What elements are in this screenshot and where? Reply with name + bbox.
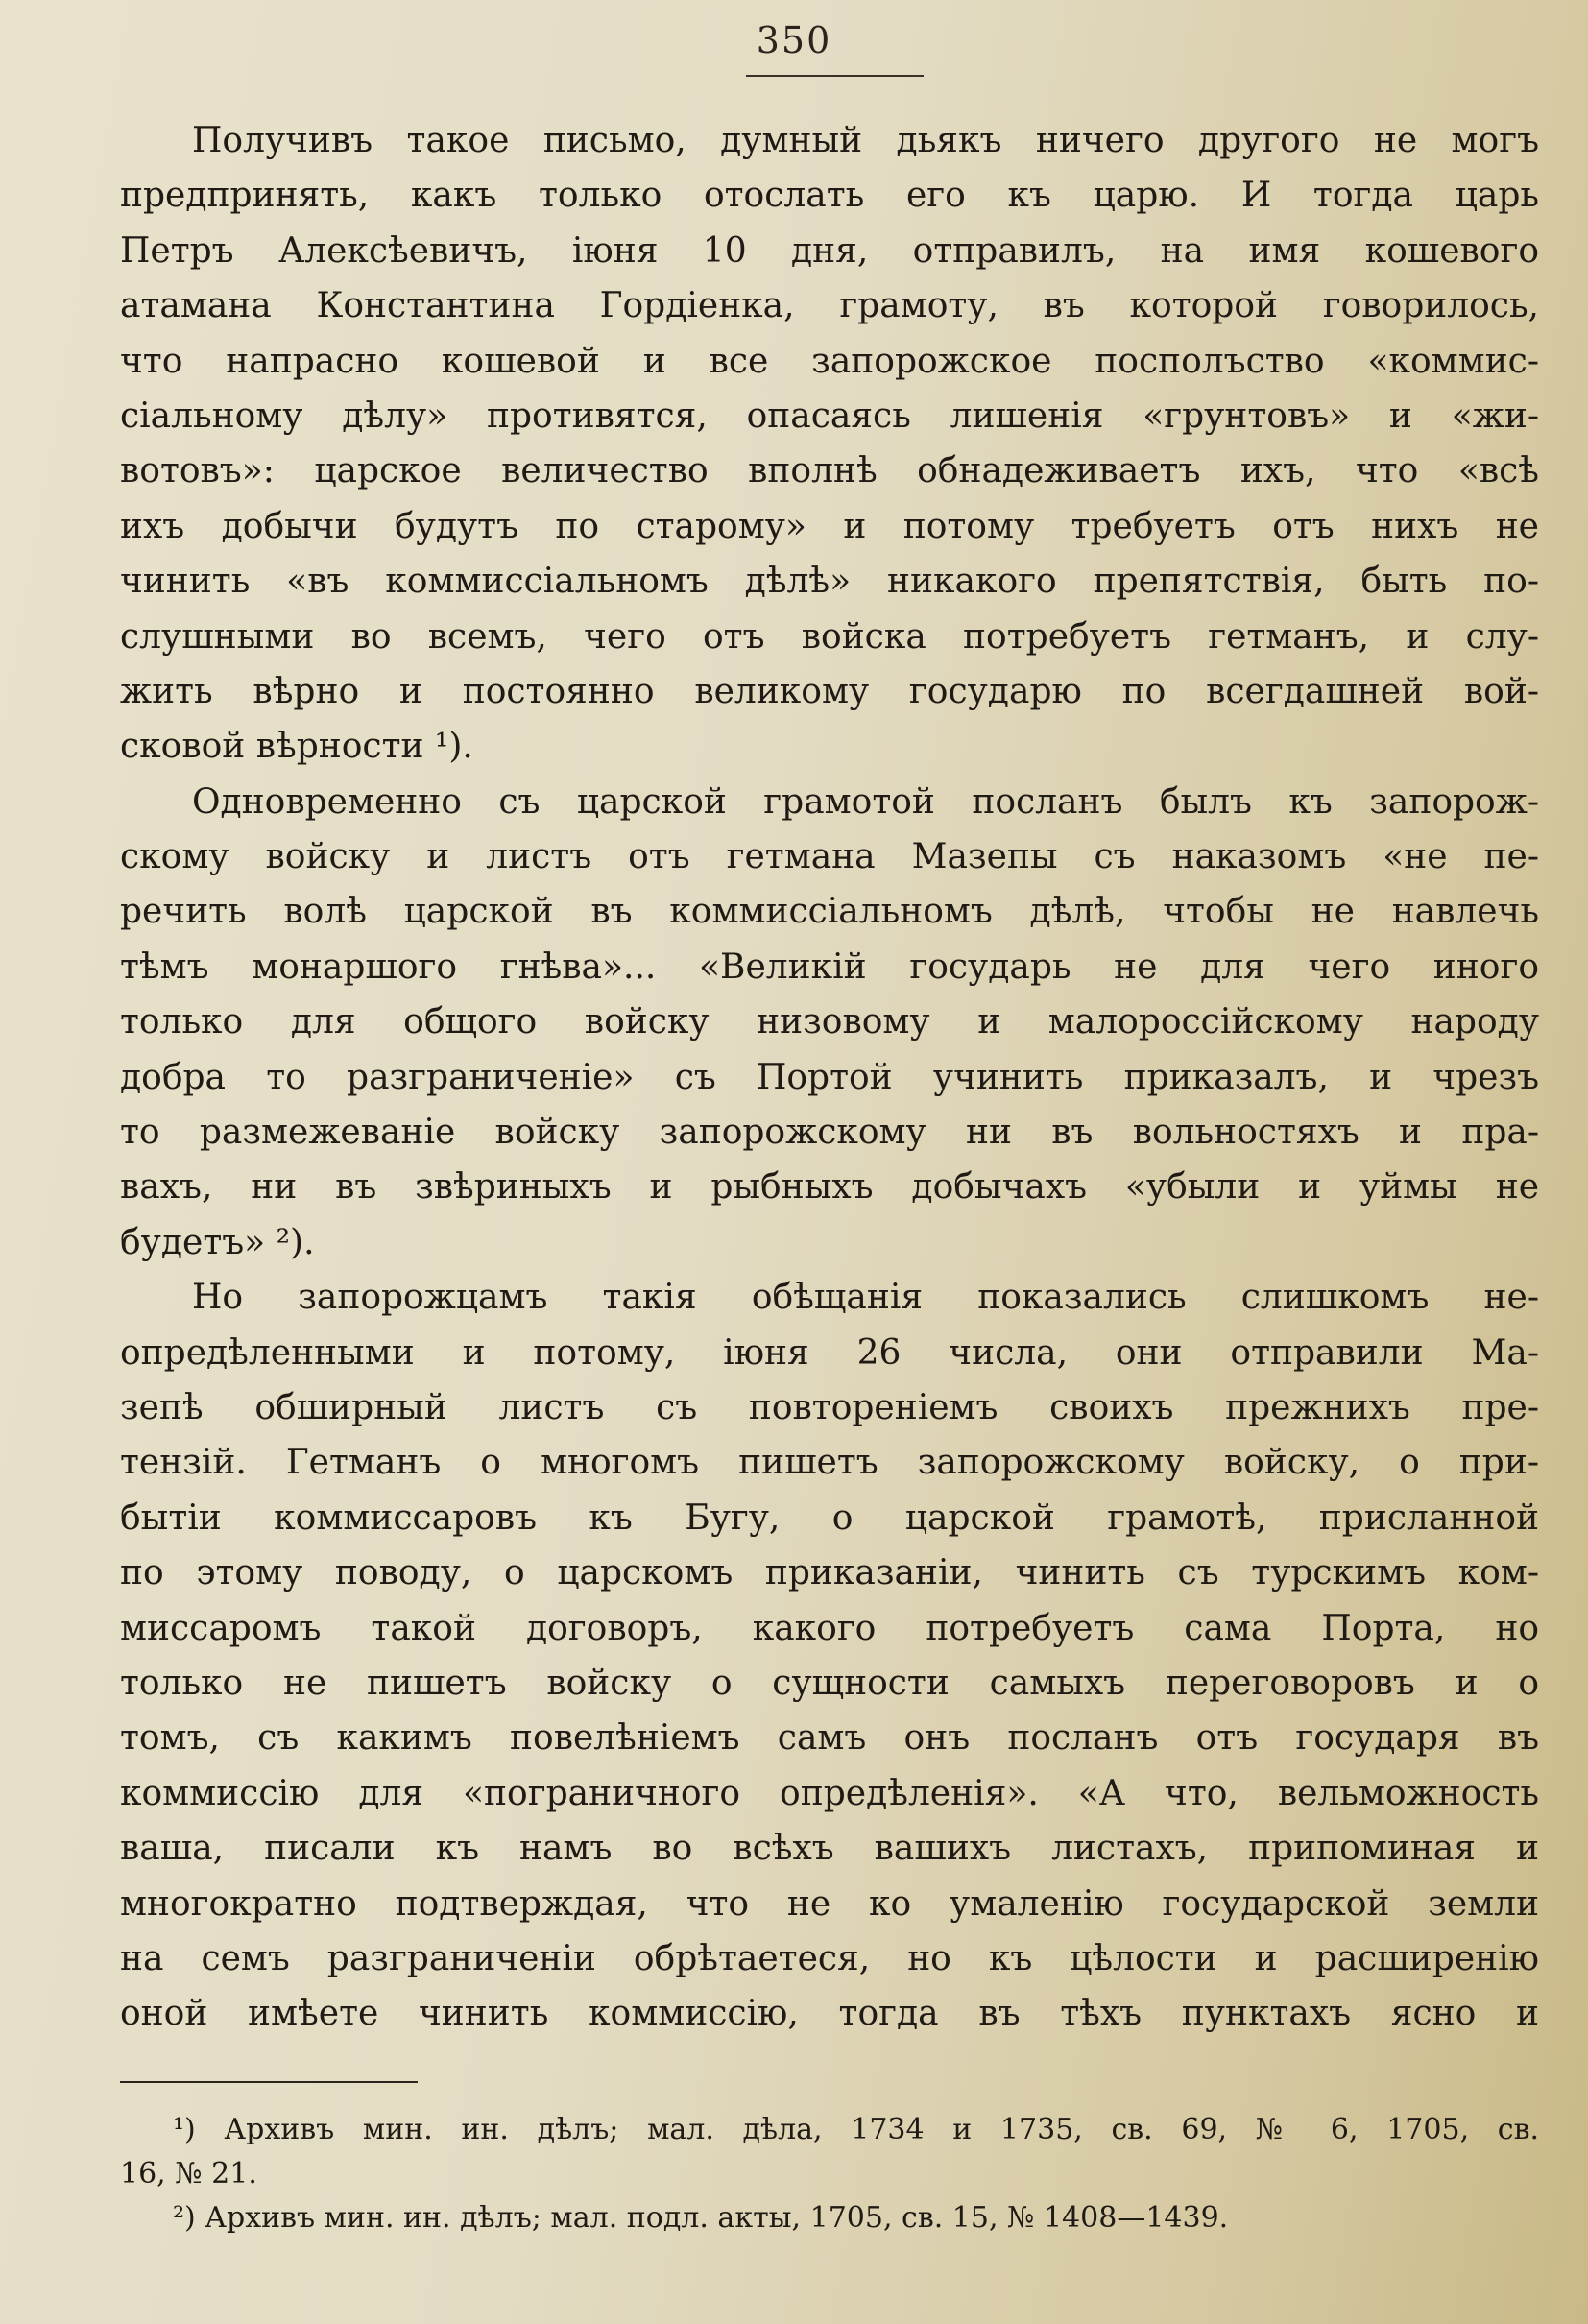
text-line: опредѣленными и потому, іюня 26 числа, они отправили Ма- <box>120 1332 1539 1373</box>
text-line: бытіи коммиссаровъ къ Бугу, о царской грамотѣ, присланной <box>120 1497 1539 1538</box>
text-line: речить волѣ царской въ коммиссіальномъ дѣлѣ, чтобы не навлечь <box>120 892 1539 932</box>
text-line: оной имѣете чинить коммиссію, тогда въ тѣхъ пунктахъ ясно и <box>120 1994 1539 2034</box>
text-line: добра то разграниченіе» съ Портой учинить приказалъ, и чрезъ <box>120 1057 1539 1097</box>
footnote-line: 16, № 21. <box>120 2157 257 2191</box>
text-line: ваша, писали къ намъ во всѣхъ вашихъ листахъ, припоминая и <box>120 1829 1539 1869</box>
text-line: сковой вѣрности ¹). <box>120 727 473 767</box>
text-line: томъ, съ какимъ повелѣніемъ самъ онъ посланъ отъ государя въ <box>120 1718 1539 1759</box>
text-line: Одновременно съ царской грамотой посланъ былъ къ запорож- <box>192 781 1539 822</box>
text-line: то размежеваніе войску запорожскому ни въ вольностяхъ и пра- <box>120 1113 1539 1153</box>
text-line: Получивъ такое письмо, думный дьякъ ничего другого не могъ <box>192 121 1539 160</box>
footnote-line: ²) Архивъ мин. ин. дѣлъ; мал. подл. акты, 1705, св. 15, № 1408—1439. <box>173 2201 1229 2235</box>
text-line: ихъ добычи будутъ по старому» и потому требуетъ отъ нихъ не <box>120 506 1539 546</box>
text-line: на семъ разграниченіи обрѣтаетеся, но къ цѣлости и расширенію <box>120 1938 1539 1978</box>
footnote-2 <box>120 2196 1539 2240</box>
text-line: многократно подтверждая, что не ко умаленію государской земли <box>120 1883 1539 1924</box>
text-line: зепѣ обширный листъ съ повтореніемъ своихъ прежнихъ пре- <box>120 1387 1539 1427</box>
text-line: вахъ, ни въ звѣриныхъ и рыбныхъ добычахъ «убыли и уймы не <box>120 1167 1539 1208</box>
text-line: коммиссію для «пограничного опредѣленія». «А что, вельможность <box>120 1773 1539 1813</box>
footnotes <box>120 2108 1539 2240</box>
text-line: скому войску и листъ отъ гетмана Мазепы съ наказомъ «не пе- <box>120 837 1539 877</box>
page-number: 350 <box>756 19 832 61</box>
paragraph-3 <box>120 1270 1539 2041</box>
text-line: жить вѣрно и постоянно великому государю по всегдашней вой- <box>120 671 1539 711</box>
text-line: чинить «въ коммиссіальномъ дѣлѣ» никакого препятствія, быть по- <box>120 562 1539 602</box>
text-line: сіальному дѣлу» противятся, опасаясь лишенія «грунтовъ» и «жи- <box>120 395 1539 436</box>
paragraph-2 <box>120 775 1539 1271</box>
text-line: по этому поводу, о царскомъ приказаніи, чинить съ турскимъ ком- <box>120 1553 1539 1593</box>
text-line: Но запорожцамъ такія обѣщанія показались слишкомъ не- <box>192 1278 1539 1318</box>
page-number-rule <box>746 75 924 77</box>
text-line: Петръ Алексѣевичъ, іюня 10 дня, отправилъ, на имя кошевого <box>120 230 1539 271</box>
text-line: будетъ» ²). <box>120 1222 315 1262</box>
text-line: атамана Константина Гордіенка, грамоту, въ которой говорилось, <box>120 286 1539 326</box>
text-line: тѣмъ монаршого гнѣва»... «Великій государь не для чего иного <box>120 946 1539 987</box>
text-line: только для общого войску низовому и малороссійскому народу <box>120 1002 1539 1042</box>
paragraph-1 <box>120 113 1539 775</box>
text-line: предпринять, какъ только отослать его къ царю. И тогда царь <box>120 176 1539 216</box>
footnote-line: ¹) Архивъ мин. ин. дѣлъ; мал. дѣла, 1734 и 1735, св. 69, № 6, 1705, св. <box>173 2113 1539 2146</box>
text-line: только не пишетъ войску о сущности самыхъ переговоровъ и о <box>120 1663 1539 1703</box>
text-line: слушными во всемъ, чего отъ войска потребуетъ гетманъ, и слу- <box>120 616 1539 657</box>
text-line: тензій. Гетманъ о многомъ пишетъ запорожскому войску, о при- <box>120 1443 1539 1483</box>
footnote-1 <box>120 2108 1539 2196</box>
footnote-rule <box>120 2081 418 2083</box>
text-line: миссаромъ такой договоръ, какого потребуетъ сама Порта, но <box>120 1608 1539 1648</box>
text-line: что напрасно кошевой и все запорожское посполъство «коммис- <box>120 341 1539 381</box>
body-text <box>120 113 1539 2042</box>
text-line: вотовъ»: царское величество вполнѣ обнадеживаетъ ихъ, что «всѣ <box>120 451 1539 491</box>
